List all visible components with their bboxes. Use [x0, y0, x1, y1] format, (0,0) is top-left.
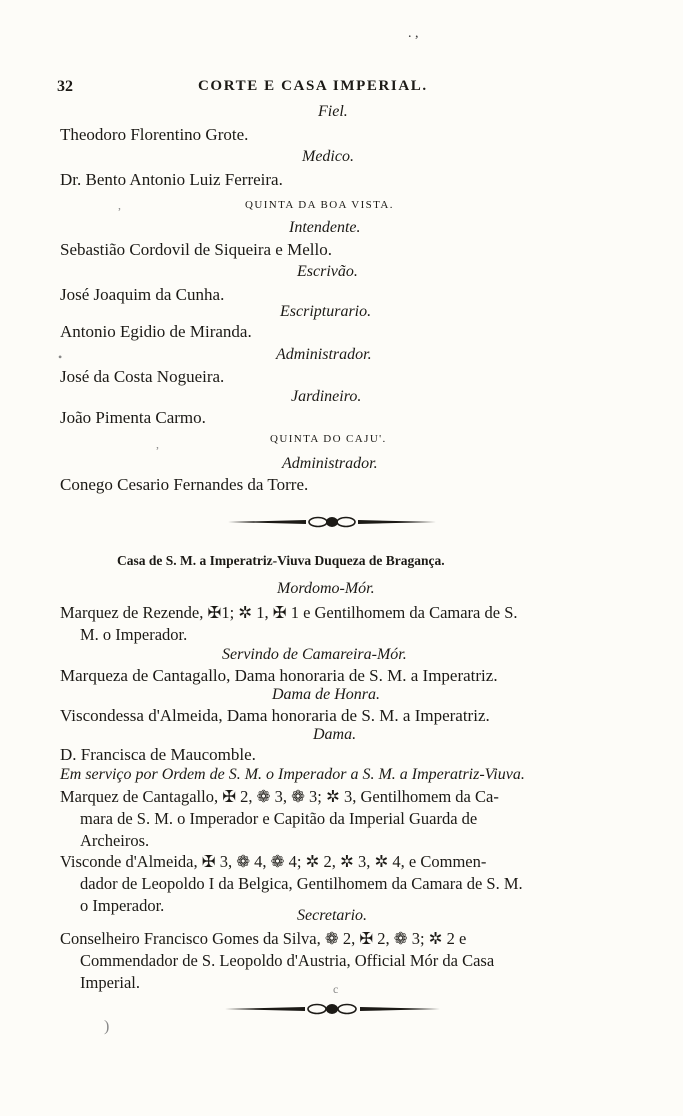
role-fiel: Fiel.	[318, 103, 348, 120]
entry-cantagallo	[60, 786, 612, 852]
role-jardineiro: Jardineiro.	[291, 388, 362, 405]
role-camareira: Servindo de Camareira-Mór.	[222, 646, 407, 663]
entry-line: mara de S. M. o Imperador e Capitão da Imperial Guarda de	[80, 809, 478, 828]
role-secretario: Secretario.	[297, 907, 368, 924]
name-dama-honra: Viscondessa d'Almeida, Dama honoraria de S. M. a Imperatriz.	[60, 706, 490, 725]
entry-line: Archeiros.	[80, 831, 150, 850]
paper-speck: ,	[156, 437, 159, 451]
role-intendente: Intendente.	[289, 219, 361, 236]
role-administrador: Administrador.	[276, 346, 372, 363]
entry-line: M. o Imperador.	[80, 625, 188, 644]
role-escripturario: Escripturario.	[280, 303, 372, 320]
name-fiel: Theodoro Florentino Grote.	[60, 125, 249, 144]
paper-speck: )	[104, 1018, 110, 1035]
paper-speck: ,	[118, 198, 121, 212]
role-medico: Medico.	[302, 148, 354, 165]
entry-line: Marquez de Rezende, ✠1; ✲ 1, ✠ 1 e Gentilhomem da Camara de S.	[60, 603, 518, 622]
name-escrivao: José Joaquim da Cunha.	[60, 285, 225, 304]
section-title: Casa de S. M. a Imperatriz-Viuva Duqueza de Bragança.	[117, 553, 445, 568]
paper-speck: •	[58, 350, 63, 364]
name-jardineiro: João Pimenta Carmo.	[60, 408, 206, 427]
ornamental-divider	[228, 515, 436, 529]
name-dama: D. Francisca de Maucomble.	[60, 745, 256, 764]
name-camareira: Marqueza de Cantagallo, Dama honoraria de S. M. a Imperatriz.	[60, 666, 498, 685]
entry-line: Imperial.	[80, 973, 141, 992]
entry-line: Conselheiro Francisco Gomes da Silva, ❁ 2, ✠ 2, ❁ 3; ✲ 2 e	[60, 929, 467, 948]
paper-speck: c	[333, 982, 339, 996]
name-medico: Dr. Bento Antonio Luiz Ferreira.	[60, 170, 283, 189]
heading-quinta-boa-vista: QUINTA DA BOA VISTA.	[245, 199, 394, 211]
name-intendente: Sebastião Cordovil de Siqueira e Mello.	[60, 240, 332, 259]
entry-line: o Imperador.	[80, 896, 165, 915]
entry-line: Marquez de Cantagallo, ✠ 2, ❁ 3, ❁ 3; ✲ 3, Gentilhomem da Ca-	[60, 787, 499, 806]
role-administrador-caju: Administrador.	[282, 455, 378, 472]
name-escripturario: Antonio Egidio de Miranda.	[60, 322, 252, 341]
entry-mordomo	[60, 602, 610, 646]
top-mark: . ,	[408, 26, 419, 41]
name-administrador-caju: Conego Cesario Fernandes da Torre.	[60, 475, 309, 494]
servico-line: Em serviço por Ordem de S. M. o Imperador a S. M. a Imperatriz-Viuva.	[60, 766, 525, 783]
role-mordomo: Mordomo-Mór.	[277, 580, 375, 597]
entry-line: Commendador de S. Leopoldo d'Austria, Official Mór da Casa	[80, 951, 495, 970]
role-dama: Dama.	[313, 726, 357, 743]
name-administrador: José da Costa Nogueira.	[60, 367, 225, 386]
role-dama-honra: Dama de Honra.	[272, 686, 380, 703]
ornamental-divider-bottom	[225, 1002, 440, 1016]
entry-line: Visconde d'Almeida, ✠ 3, ❁ 4, ❁ 4; ✲ 2, ✲ 3, ✲ 4, e Commen-	[60, 852, 487, 871]
heading-quinta-caju: QUINTA DO CAJU'.	[270, 433, 387, 445]
page-number: 32	[57, 78, 73, 95]
running-header: CORTE E CASA IMPERIAL.	[198, 78, 428, 94]
entry-line: dador de Leopoldo I da Belgica, Gentilhomem da Camara de S. M.	[80, 874, 523, 893]
role-escrivao: Escrivão.	[297, 263, 358, 280]
